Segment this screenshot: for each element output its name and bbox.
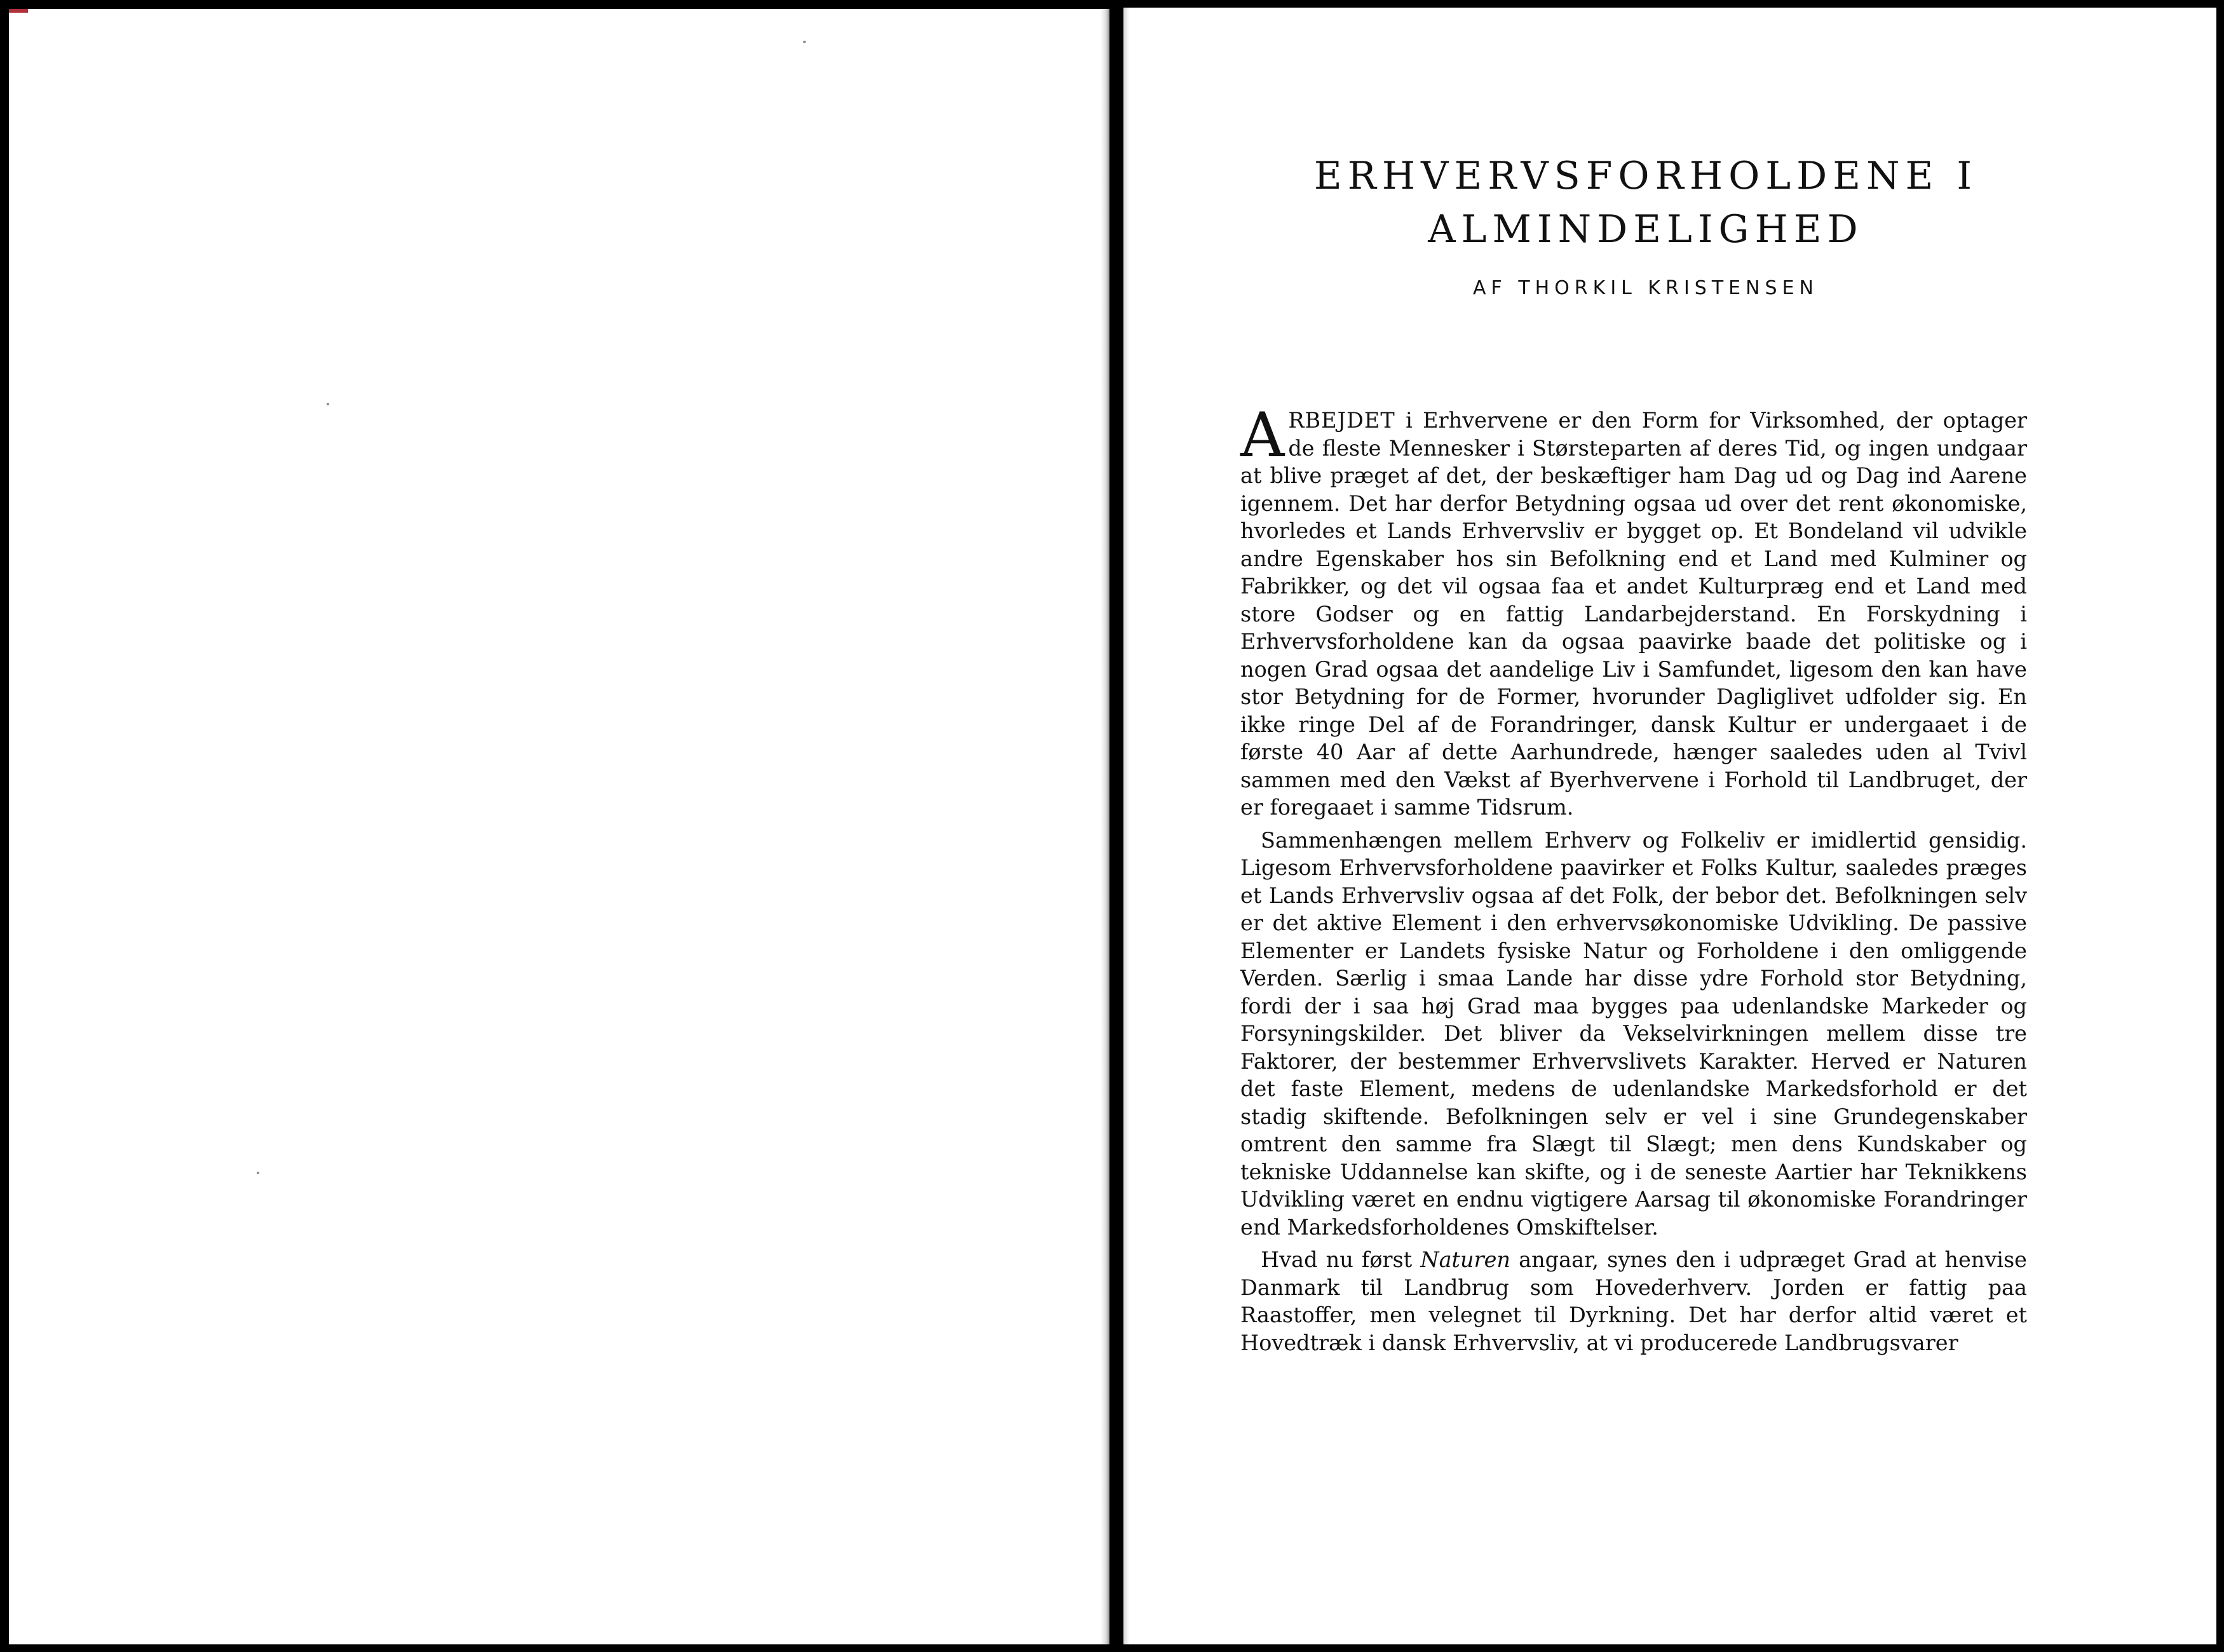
paper-speck [257, 1172, 259, 1174]
left-page-blank [9, 9, 1109, 1644]
paragraph-3-rest: angaar, synes den i udpræget Grad at henvise Danmark til Landbrug som Hovederhverv. Jorden er fattig paa Raastoffer, men velegnet til Dyrkning. Det har derfor altid været et Hovedtræk i dansk Erhvervsliv, at vi producerede Landbrugsvarer [1240, 1247, 2027, 1355]
article-body [1240, 400, 2027, 1362]
paper-speck [803, 41, 806, 43]
gutter-shadow [1123, 8, 1130, 1644]
paper-speck [327, 403, 329, 405]
article-title: ERHVERVSFORHOLDENE I ALMINDELIGHED [1313, 154, 1978, 252]
paragraph-2: Sammenhængen mellem Erhverv og Folkeliv er imidlertid gensidig. Ligesom Erhvervsforholdene paavirker et Folks Kultur, saaledes præges et Lands Erhvervsliv ogsaa af det Folk, der bebor det. Befolkningen selv er det aktive Element i den erhvervsøkonomiske Udvikling. De passive Elementer er Landets fysiske Natur og Forholdene i den omliggende Verden. Særlig i smaa Lande har disse ydre Forhold stor Betydning, fordi der i saa høj Grad maa bygges paa udenlandske Markeder og Forsyningskilder. Det bliver da Vekselvirkningen mellem disse tre Faktorer, der bestemmer Erhvervslivets Karakter. Herved er Naturen det faste Element, medens de udenlandske Markedsforhold er det stadig skiftende. Befolkningen selv er vel i sine Grundegenskaber omtrent den samme fra Slægt til Slægt; men dens Kundskaber og tekniske Uddannelse kan skifte, og i de seneste Aartier har Teknikkens Udvikling været en endnu vigtigere Aarsag til økonomiske Forandringer end Markedsforholdenes Omskiftelser. [1240, 827, 2027, 1240]
emphasis-naturen: Naturen [1420, 1247, 1511, 1272]
red-corner-mark [9, 9, 28, 13]
paragraph-1-text: i Erhvervene er den Form for Virksomhed, der optager de fleste Mennesker i Størsteparten af deres Tid, og ingen undgaar at blive præget af det, der beskæftiger ham Dag ud og Dag ind Aarene igennem. Det har derfor Betydning ogsaa ud over det rent økonomiske, hvorledes et Lands Erhvervsliv er bygget op. Et Bondeland vil udvikle andre Egenskaber hos sin Befolkning end et Land med Kulminer og Fabrikker, og det vil ogsaa faa et andet Kulturpræg end et Land med store Godser og en fattig Landarbejderstand. En Forskydning i Erhvervsforholdene kan da ogsaa paavirke baade det politiske og i nogen Grad ogsaa det aandelige Liv i Samfundet, ligesom den kan have stor Betydning for de Former, hvorunder Dagliglivet udfolder sig. En ikke ringe Del af de Forandringer, dansk Kultur er undergaaet i de første 40 Aar af dette Aarhundrede, hænger saaledes uden al Tvivl sammen med den Vækst af Byerhvervene i Forhold til Landbruget, der er foregaaet i samme Tidsrum. [1240, 408, 2027, 820]
drop-cap: A [1240, 400, 1285, 471]
spine-shadow [1101, 9, 1109, 1644]
first-word: RBEJDET [1288, 408, 1395, 433]
paragraph-1 [1240, 400, 2027, 822]
article-byline: AF THORKIL KRISTENSEN [1473, 277, 1819, 299]
paragraph-3 [1240, 1246, 2027, 1357]
paragraph-3-start: Hvad nu først [1261, 1247, 1421, 1272]
